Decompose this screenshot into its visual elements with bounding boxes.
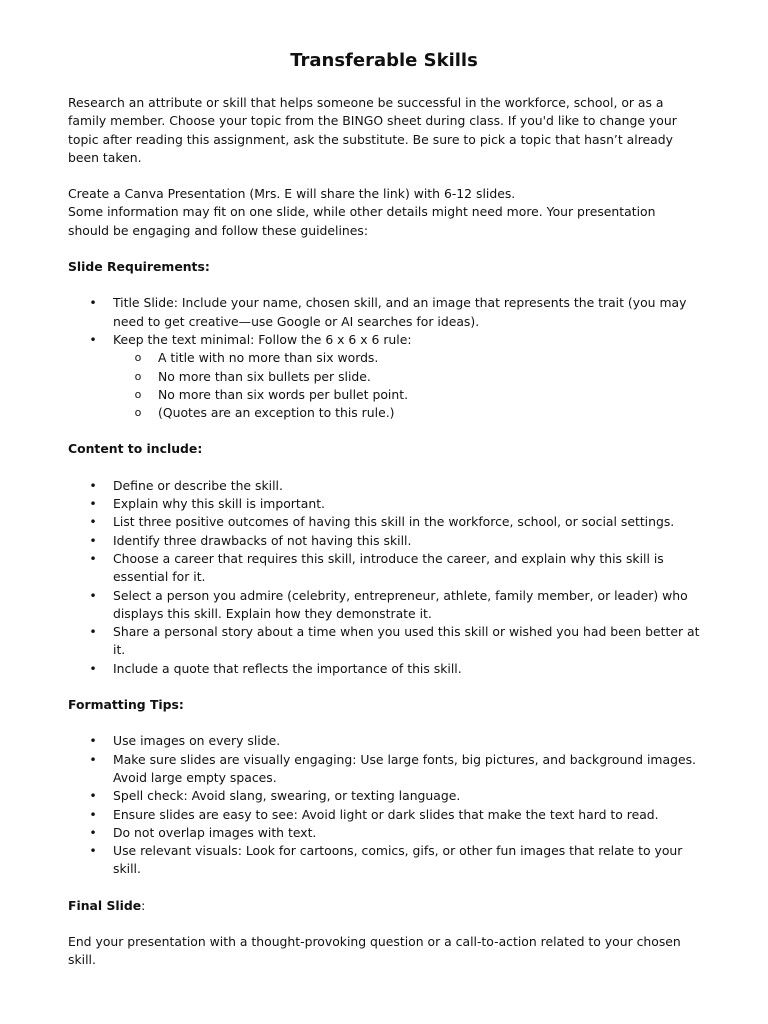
content-heading: Content to include:	[68, 441, 203, 457]
formatting-tips-list	[68, 732, 700, 878]
list-item-text: Ensure slides are easy to see: Avoid light or dark slides that make the text hard to read.	[113, 806, 659, 822]
list-item	[68, 660, 700, 678]
list-item-text: Include a quote that reflects the importance of this skill.	[113, 660, 462, 676]
list-item-text: Use relevant visuals: Look for cartoons, comics, gifs, or other fun images that relate to your skill.	[113, 843, 683, 877]
bullet-icon: •	[89, 532, 97, 548]
sub-list-item	[113, 349, 700, 367]
hollow-bullet-icon: o	[134, 387, 142, 401]
final-slide-heading-colon: :	[141, 897, 146, 913]
list-item-text: Choose a career that requires this skill, introduce the career, and explain why this skill is essential for it.	[113, 550, 664, 585]
list-item-text: Select a person you admire (celebrity, entrepreneur, athlete, family member, or leader) who displays this skill. Explain how they demonstrate it.	[113, 587, 688, 621]
sub-list-item-text: No more than six bullets per slide.	[158, 368, 371, 384]
bullet-icon: •	[89, 824, 97, 840]
hollow-bullet-icon: o	[134, 351, 142, 365]
bullet-icon: •	[89, 751, 97, 767]
list-item-text: Explain why this skill is important.	[113, 496, 325, 512]
slide-requirements-heading: Slide Requirements:	[68, 259, 210, 275]
list-item	[68, 495, 700, 513]
list-item	[68, 842, 700, 879]
list-item	[68, 331, 700, 422]
list-item	[68, 294, 700, 331]
list-item-text: Make sure slides are visually engaging: Use large fonts, big pictures, and background images. Avoid large empty spaces.	[113, 751, 696, 785]
sub-list-item-text: (Quotes are an exception to this rule.)	[158, 405, 395, 421]
final-slide-heading	[68, 897, 700, 915]
slide-requirements-list	[68, 294, 700, 422]
list-item	[68, 587, 700, 624]
list-item	[68, 513, 700, 531]
sub-list-item-text: No more than six words per bullet point.	[158, 386, 409, 402]
list-item-text: Spell check: Avoid slang, swearing, or texting language.	[113, 788, 461, 804]
bullet-icon: •	[89, 624, 97, 640]
list-item	[68, 550, 700, 587]
bullet-icon: •	[89, 660, 97, 676]
bullet-icon: •	[89, 477, 97, 493]
bullet-icon: •	[89, 514, 97, 530]
list-item	[68, 787, 700, 805]
content-list	[68, 477, 700, 678]
list-item	[68, 824, 700, 842]
guidelines-paragraph: Some information may fit on one slide, while other details might need more. Your presentation should be engaging and follow these guidelines:	[68, 204, 656, 238]
list-item-text: Title Slide: Include your name, chosen skill, and an image that represents the trait (you may need to get creative—use Google or AI searches for ideas).	[113, 295, 687, 329]
six-rule-sublist	[113, 349, 700, 422]
list-item	[68, 751, 700, 788]
list-item	[68, 806, 700, 824]
list-item-text: Use images on every slide.	[113, 733, 281, 749]
sub-list-item	[113, 368, 700, 386]
sub-list-item	[113, 404, 700, 422]
list-item-text: Keep the text minimal: Follow the 6 x 6 x 6 rule:	[113, 331, 412, 347]
list-item-text: Define or describe the skill.	[113, 477, 283, 493]
bullet-icon: •	[89, 550, 97, 566]
bullet-icon: •	[89, 496, 97, 512]
document-title: Transferable Skills	[290, 50, 478, 71]
hollow-bullet-icon: o	[134, 406, 142, 420]
bullet-icon: •	[89, 587, 97, 603]
list-item	[68, 623, 700, 660]
bullet-icon: •	[89, 331, 97, 347]
bullet-icon: •	[89, 295, 97, 311]
list-item-text: Do not overlap images with text.	[113, 824, 317, 840]
formatting-tips-heading: Formatting Tips:	[68, 697, 184, 713]
bullet-icon: •	[89, 788, 97, 804]
hollow-bullet-icon: o	[134, 369, 142, 383]
final-slide-heading-label: Final Slide	[68, 897, 142, 913]
bullet-icon: •	[89, 806, 97, 822]
sub-list-item-text: A title with no more than six words.	[158, 350, 379, 366]
bullet-icon: •	[89, 733, 97, 749]
list-item-text: List three positive outcomes of having this skill in the workforce, school, or social settings.	[113, 514, 675, 530]
list-item	[68, 532, 700, 550]
bullet-icon: •	[89, 843, 97, 859]
list-item-text: Share a personal story about a time when you used this skill or wished you had been better at it.	[113, 624, 700, 658]
final-slide-paragraph: End your presentation with a thought-provoking question or a call-to-action related to your chosen skill.	[68, 933, 681, 968]
list-item-text: Identify three drawbacks of not having this skill.	[113, 532, 412, 548]
list-item	[68, 477, 700, 495]
list-item	[68, 732, 700, 750]
create-instructions-line: Create a Canva Presentation (Mrs. E will share the link) with 6-12 slides.	[68, 186, 516, 202]
intro-paragraph: Research an attribute or skill that helps someone be successful in the workforce, school, or as a family member. Choose your topic from the BINGO sheet during class. If you'd like to change your topic after reading this assignment, ask the substitute. Be sure to pick a topic that hasn’t already been taken.	[68, 95, 677, 165]
sub-list-item	[113, 386, 700, 404]
